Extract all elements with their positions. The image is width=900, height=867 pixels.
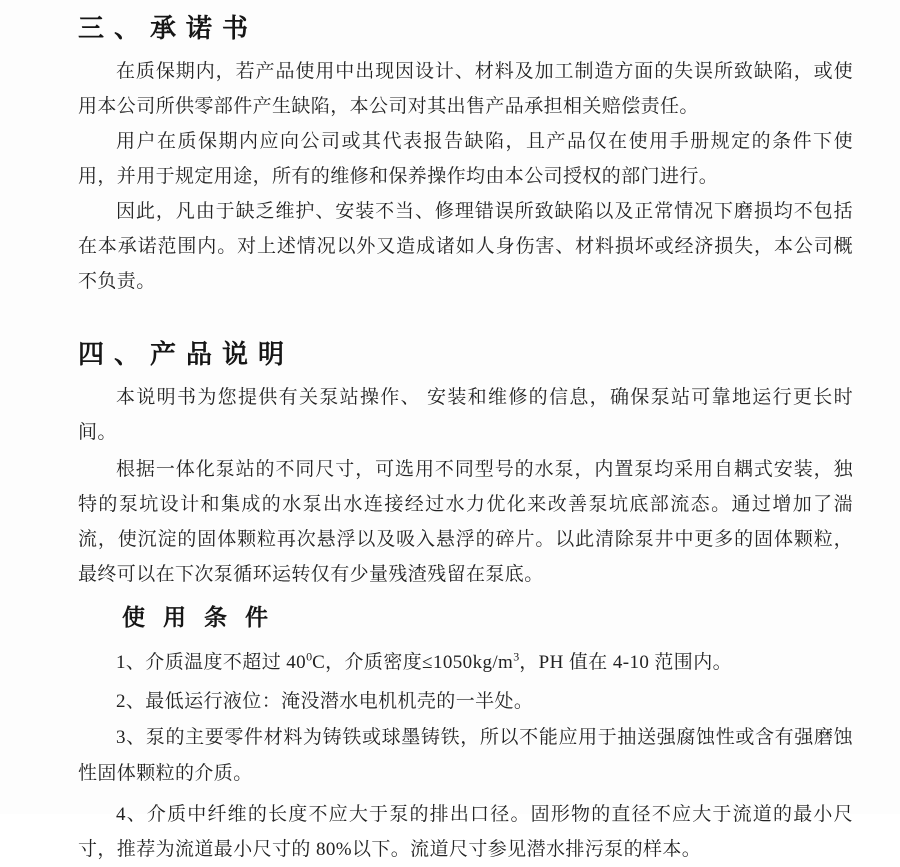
product-paragraph-1: 本说明书为您提供有关泵站操作、 安装和维修的信息，确保泵站可靠地运行更长时间。	[78, 387, 853, 443]
usage-item-1	[78, 645, 853, 680]
usage-item-4: 4、介质中纤维的长度不应大于泵的排出口径。固形物的直径不应大于流道的最小尺寸，推荐为流道最小尺寸的 80%以下。流道尺寸参见潜水排污泵的样本。	[78, 804, 853, 860]
usage-item-3: 3、泵的主要零件材料为铸铁或球墨铸铁，所以不能应用于抽送强腐蚀性或含有强磨蚀性固体颗粒的介质。	[78, 727, 853, 784]
usage-item-2: 2、最低运行液位：淹没潜水电机机壳的一半处。	[116, 691, 534, 712]
usage-item-1-text: ，PH 值在 4-10 范围内。	[519, 652, 732, 673]
commitment-paragraph-3: 因此，凡由于缺乏维护、安装不当、修理错误所致缺陷以及正常情况下磨损均不包括在本承诺范围内。对上述情况以外又造成诸如人身伤害、材料损坏或经济损失，本公司概不负责。	[78, 201, 853, 292]
usage-item-1-text: 1、介质温度不超过 40	[116, 652, 307, 673]
usage-conditions-heading: 使用条件	[122, 605, 286, 630]
superscript-zero: 0	[306, 649, 313, 664]
commitment-paragraph-2: 用户在质保期内应向公司或其代表报告缺陷，且产品仅在使用手册规定的条件下使用，并用于规定用途，所有的维修和保养操作均由本公司授权的部门进行。	[78, 131, 853, 187]
product-section-heading: 四、产品说明	[78, 340, 295, 369]
product-paragraph-2: 根据一体化泵站的不同尺寸，可选用不同型号的水泵，内置泵均采用自耦式安装，独特的泵坑设计和集成的水泵出水连接经过水力优化来改善泵坑底部流态。通过增加了湍流，使沉淀的固体颗粒再次悬浮以及吸入悬浮的碎片。以此清除泵井中更多的固体颗粒，最终可以在下次泵循环运转仅有少量残渣残留在泵底。	[78, 459, 853, 585]
superscript-three: 3	[513, 649, 520, 664]
usage-item-1-text: C，介质密度≤1050kg/m	[312, 652, 514, 673]
commitment-paragraph-1: 在质保期内，若产品使用中出现因设计、材料及加工制造方面的失误所致缺陷，或使用本公司所供零部件产生缺陷，本公司对其出售产品承担相关赔偿责任。	[78, 61, 853, 117]
commitment-section-heading: 三、承诺书	[78, 14, 259, 43]
